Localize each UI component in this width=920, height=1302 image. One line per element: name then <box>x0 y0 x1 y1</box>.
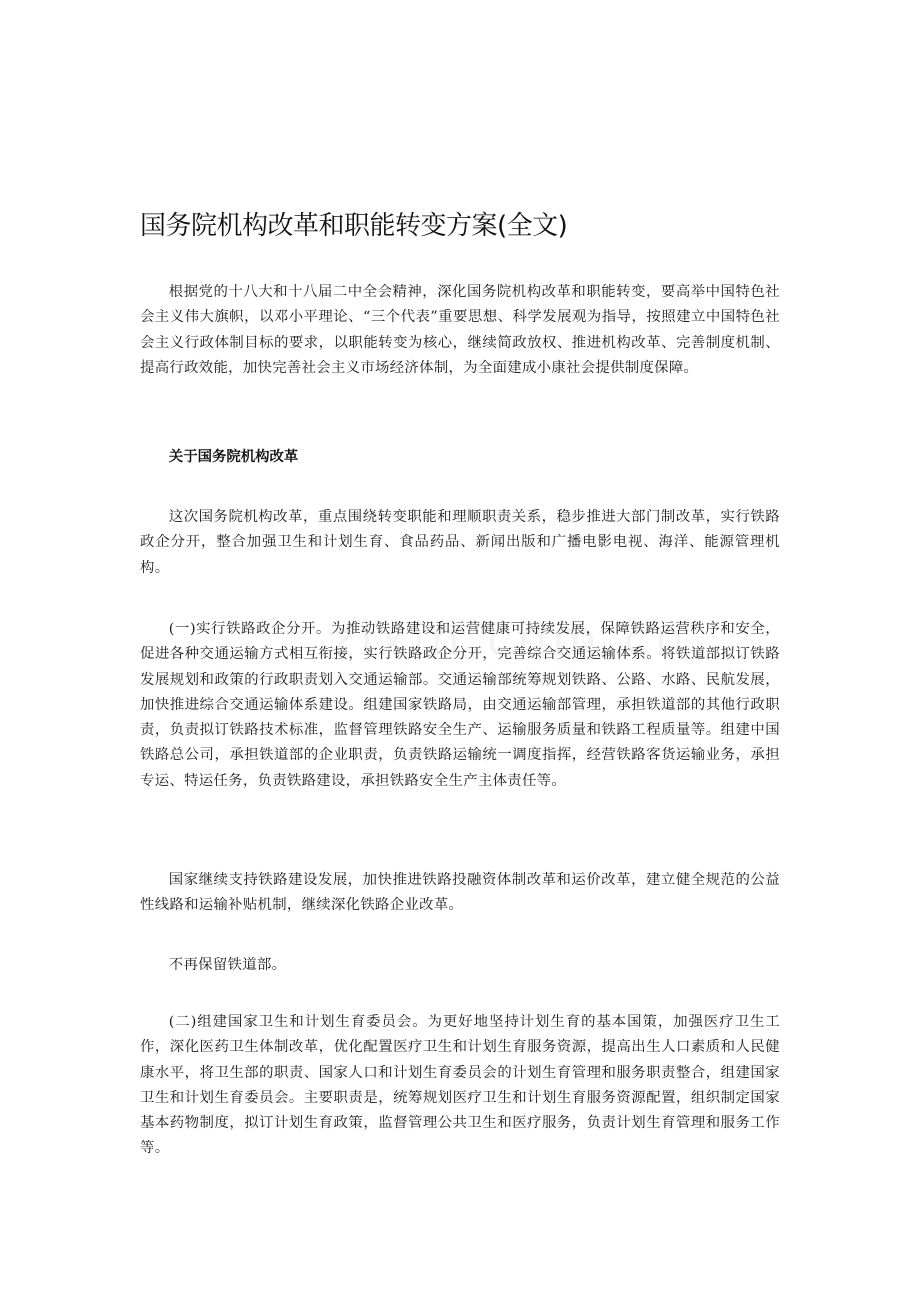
intro-paragraph: 根据党的十八大和十八届二中全会精神，深化国务院机构改革和职能转变，要高举中国特色社会主义伟大旗帜，以邓小平理论、“三个代表”重要思想、科学发展观为指导，按照建立中国特色社会主义行政体制目标的要求，以职能转变为核心，继续简政放权、推进机构改革、完善制度机制、提高行政效能，加快完善社会主义市场经济体制，为全面建成小康社会提供制度保障。 <box>140 284 780 376</box>
item-2-paragraph: (二)组建国家卫生和计划生育委员会。为更好地坚持计划生育的基本国策，加强医疗卫生工作，深化医药卫生体制改革，优化配置医疗卫生和计划生育服务资源，提高出生人口素质和人民健康水平，将卫生部的职责、国家人口和计划生育委员会的计划生育管理和服务职责整合，组建国家卫生和计划生育委员会。主要职责是，统筹规划医疗卫生和计划生育服务资源配置，组织制定国家基本药物制度，拟订计划生育政策，监督管理公共卫生和医疗服务，负责计划生育管理和服务工作等。 <box>140 1014 780 1157</box>
section-heading: 关于国务院机构改革 <box>168 449 299 465</box>
page-title: 国务院机构改革和职能转变方案(全文) <box>140 211 568 241</box>
item-1-note-paragraph: 国家继续支持铁路建设发展，加快推进铁路投融资体制改革和运价改革，建立健全规范的公益性线路和运输补贴机制，继续深化铁路企业改革。 <box>140 872 780 914</box>
item-1-closing-paragraph: 不再保留铁道部。 <box>168 957 287 973</box>
item-1-paragraph: (一)实行铁路政企分开。为推动铁路建设和运营健康可持续发展，保障铁路运营秩序和安全，促进各种交通运输方式相互衔接，实行铁路政企分开，完善综合交通运输体系。将铁道部拟订铁路发展规划和政策的行政职责划入交通运输部。交通运输部统筹规划铁路、公路、水路、民航发展，加快推进综合交通运输体系建设。组建国家铁路局，由交通运输部管理，承担铁道部的其他行政职责，负责拟订铁路技术标准，监督管理铁路安全生产、运输服务质量和铁路工程质量等。组建中国铁路总公司，承担铁道部的企业职责，负责铁路运输统一调度指挥，经营铁路客货运输业务，承担专运、特运任务，负责铁路建设，承担铁路安全生产主体责任等。 <box>140 621 780 789</box>
section-intro-paragraph: 这次国务院机构改革，重点围绕转变职能和理顺职责关系，稳步推进大部门制改革，实行铁路政企分开，整合加强卫生和计划生育、食品药品、新闻出版和广播电影电视、海洋、能源管理机构。 <box>140 509 780 576</box>
